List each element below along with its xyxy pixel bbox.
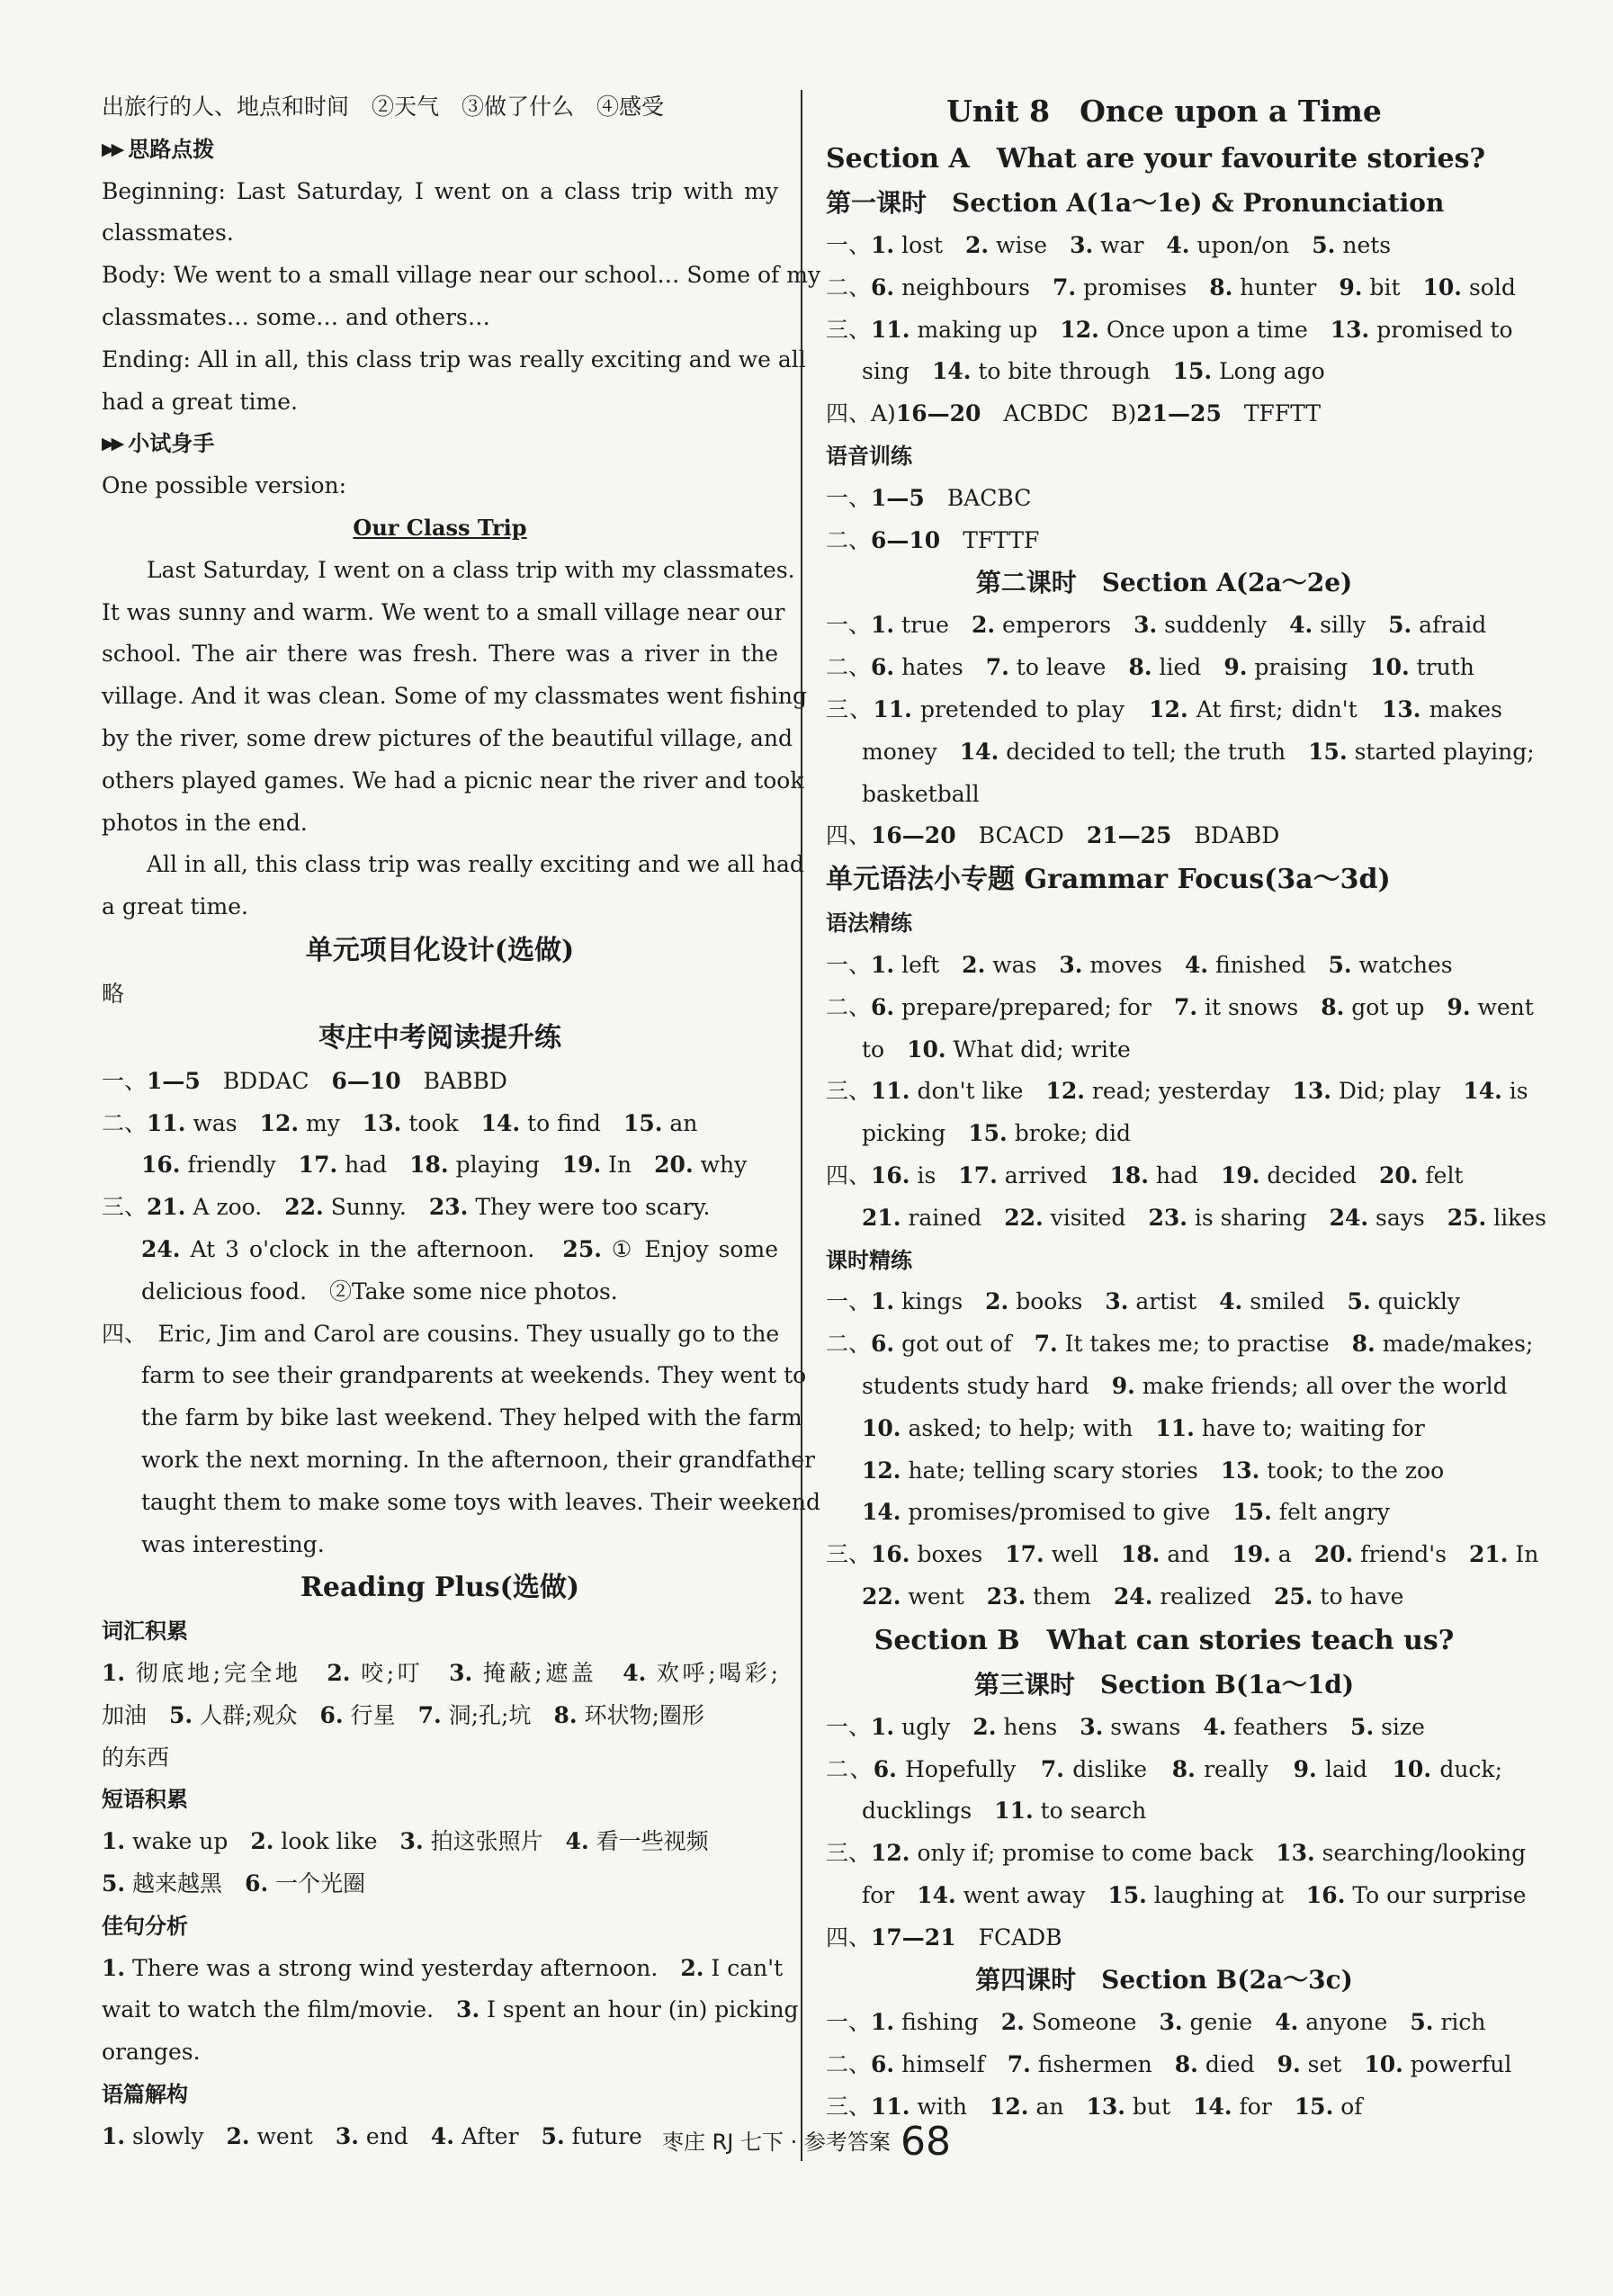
- text: work the next morning. In the afternoon, their grandfather: [141, 1446, 815, 1473]
- answer-text: 一、1. lost 2. wise 3. war 4. upon/on 5. nets: [826, 232, 1392, 258]
- answer-text: sing 14. to bite through 15. Long ago: [862, 358, 1325, 385]
- answer-line: [102, 1439, 815, 1482]
- answer-line: [102, 381, 778, 424]
- answer-line: [826, 225, 1502, 267]
- text: oranges.: [102, 2039, 201, 2066]
- answer-text: 四、16—20 BCACD 21—25 BDABD: [826, 822, 1280, 849]
- page-footer: [0, 2119, 1613, 2165]
- answer-line: [826, 774, 1502, 816]
- text: 略: [102, 980, 125, 1007]
- subsection-label: [102, 2074, 778, 2116]
- answer-line: [102, 1653, 778, 1695]
- lesson-heading: [826, 561, 1502, 605]
- text: 词汇积累: [102, 1619, 188, 1645]
- answer-text: 1. 彻底地;完全地 2. 咬;叮 3. 掩蔽;遮盖 4. 欢呼;喝彩;: [102, 1660, 779, 1687]
- answer-line: [826, 1323, 1534, 1366]
- subsection-label: [102, 1779, 778, 1821]
- section-heading: [102, 1565, 778, 1610]
- lesson-heading: [826, 1959, 1502, 2002]
- answer-line: [826, 2002, 1502, 2044]
- answer-text: 12. hate; telling scary stories 13. took; to the zoo: [862, 1457, 1445, 1484]
- answer-text: 二、6. prepare/prepared; for 7. it snows 8. got up 9. went: [826, 993, 1534, 1020]
- answer-text: students study hard 9. make friends; all over the world: [862, 1372, 1508, 1399]
- answer-text: 三、11. making up 12. Once upon a time 13. promised to: [826, 316, 1513, 343]
- answer-line: [102, 297, 778, 339]
- answer-text: 二、6. Hopefully 7. dislike 8. really 9. laid 10. duck;: [826, 1755, 1502, 1782]
- text: It was sunny and warm. We went to a small village near our: [102, 598, 785, 625]
- subsection-label: [102, 1610, 778, 1653]
- answer-text: 三、16. boxes 17. well 18. and 19. a 20. friend's 21. In: [826, 1541, 1539, 1568]
- lesson-heading: [826, 182, 1502, 225]
- answer-line: [826, 647, 1502, 689]
- answer-line: [102, 1863, 778, 1906]
- unit-title: [826, 86, 1502, 137]
- answer-text: 14. promises/promised to give 15. felt angry: [862, 1499, 1390, 1526]
- answer-line: [826, 267, 1516, 309]
- answer-line: [826, 2044, 1512, 2086]
- answer-line: [826, 1450, 1502, 1493]
- subsection-label: [826, 902, 1502, 945]
- answer-line: [826, 393, 1502, 435]
- answer-line: [102, 973, 778, 1016]
- answer-line: [102, 1397, 802, 1439]
- text: 语法精练: [826, 910, 912, 937]
- answer-line: [826, 1707, 1502, 1749]
- text: Section B What can stories teach us?: [874, 1624, 1455, 1656]
- text: was interesting.: [141, 1530, 325, 1557]
- answer-line: [826, 731, 1535, 774]
- text: 思路点拨: [128, 136, 215, 162]
- answer-line: [826, 1197, 1546, 1240]
- text: 语篇解构: [102, 2082, 188, 2108]
- text: had a great time.: [102, 388, 298, 415]
- answer-text: 二、6. hates 7. to leave 8. lied 9. praising 10. truth: [826, 654, 1474, 681]
- answer-line: [826, 1029, 1502, 1072]
- text: classmates… some… and others…: [102, 303, 490, 330]
- text: Body: We went to a small village near our school… Some of my: [102, 262, 821, 289]
- answer-text: 1. There was a strong wind yesterday afternoon. 2. I can't: [102, 1954, 784, 1981]
- footer-label: 枣庄 RJ 七下 · 参考答案: [662, 2130, 891, 2155]
- subsection-label: [102, 423, 778, 465]
- answer-line: [826, 478, 1502, 520]
- text: photos in the end.: [102, 809, 308, 836]
- answer-line: [826, 945, 1502, 987]
- answer-line: [826, 1917, 1502, 1960]
- answer-line: [102, 2031, 778, 2074]
- answer-line: [102, 1355, 807, 1397]
- answer-line: [826, 351, 1502, 393]
- answer-line: [102, 1144, 778, 1187]
- answer-text: wait to watch the film/movie. 3. I spent an hour (in) picking: [102, 1996, 799, 2023]
- answer-line: [102, 803, 778, 845]
- answer-text: 1. wake up 2. look like 3. 拍这张照片 4. 看一些视频: [102, 1828, 709, 1855]
- answer-line: [826, 1749, 1502, 1791]
- text: taught them to make some toys with leaves. Their weekend: [141, 1488, 820, 1515]
- page-number: 68: [901, 2119, 951, 2165]
- text: 第四课时 Section B(2a～3c): [975, 1965, 1353, 1996]
- answer-line: [102, 1695, 778, 1737]
- answer-text: ducklings 11. to search: [862, 1798, 1147, 1825]
- essay-title: [102, 507, 778, 550]
- text: 单元项目化设计(选做): [305, 934, 575, 966]
- section-heading: [102, 1016, 778, 1061]
- answer-line: [102, 1737, 778, 1780]
- text: Beginning: Last Saturday, I went on a class trip with my: [102, 177, 778, 204]
- text: 语音训练: [826, 443, 912, 469]
- text: the farm by bike last weekend. They helped with the farm: [141, 1404, 802, 1431]
- double-triangle-icon: ▶▶: [102, 434, 121, 454]
- text: All in all, this class trip was really exciting and we all had: [102, 851, 804, 878]
- answer-text: 21. rained 22. visited 23. is sharing 24. says 25. likes: [862, 1204, 1546, 1231]
- answer-text: 16. friendly 17. had 18. playing 19. In 20. why: [141, 1152, 748, 1179]
- answer-line: [102, 592, 785, 634]
- answer-line: [102, 465, 778, 507]
- answer-line: [102, 86, 778, 129]
- answer-line: [102, 844, 804, 886]
- answer-text: 二、11. was 12. my 13. took 14. to find 15. an: [102, 1109, 698, 1136]
- subsection-label: [102, 129, 778, 171]
- answer-line: [102, 718, 793, 760]
- answer-line: [102, 676, 808, 718]
- section-heading: [826, 1619, 1502, 1664]
- answer-text: 一、1. left 2. was 3. moves 4. finished 5. watches: [826, 951, 1453, 978]
- answer-text: 三、21. A zoo. 22. Sunny. 23. They were too scary.: [102, 1194, 711, 1221]
- text: Ending: All in all, this class trip was really exciting and we all: [102, 345, 806, 372]
- text: 的东西: [102, 1744, 170, 1771]
- answer-text: 三、11. don't like 12. read; yesterday 13. Did; play 14. is: [826, 1078, 1528, 1105]
- answer-line: [826, 309, 1513, 352]
- text: 课时精练: [826, 1247, 912, 1273]
- text: 小试身手: [128, 431, 215, 457]
- answer-line: [826, 605, 1502, 647]
- answer-text: 二、6. neighbours 7. promises 8. hunter 9. bit 10. sold: [826, 274, 1516, 300]
- text: delicious food. ②Take some nice photos.: [141, 1278, 618, 1305]
- section-heading: [826, 857, 1502, 902]
- answer-line: [102, 171, 778, 213]
- answer-text: 一、1. true 2. emperors 3. suddenly 4. silly 5. afraid: [826, 612, 1487, 639]
- answer-line: [102, 760, 804, 803]
- text: 第三课时 Section B(1a～1d): [973, 1669, 1355, 1700]
- text: One possible version:: [102, 472, 347, 499]
- answer-text: 24. At 3 o'clock in the afternoon. 25. ① Enjoy some: [141, 1235, 778, 1262]
- answer-text: 四、17—21 FCADB: [826, 1924, 1062, 1951]
- answer-line: [102, 886, 778, 928]
- answer-text: 一、1—5 BACBC: [826, 484, 1032, 511]
- text: by the river, some drew pictures of the beautiful village, and: [102, 724, 793, 751]
- subsection-label: [826, 1240, 1502, 1282]
- right-column: [826, 86, 1546, 2161]
- answer-line: [102, 1524, 778, 1566]
- answer-line: [102, 255, 821, 297]
- text: village. And it was clean. Some of my classmates went fishing: [102, 683, 808, 710]
- subsection-label: [826, 435, 1502, 478]
- answer-line: [826, 1534, 1539, 1576]
- text: Our Class Trip: [353, 514, 527, 541]
- answer-line: [826, 1875, 1527, 1917]
- text: Last Saturday, I went on a class trip with my classmates.: [102, 556, 795, 583]
- answer-line: [826, 689, 1502, 731]
- answer-line: [826, 1071, 1528, 1113]
- answer-text: 一、1. ugly 2. hens 3. swans 4. feathers 5. size: [826, 1713, 1425, 1740]
- text: 四、 Eric, Jim and Carol are cousins. They usually go to the: [102, 1320, 780, 1347]
- text: 出旅行的人、地点和时间 ②天气 ③做了什么 ④感受: [102, 94, 665, 120]
- left-column: [102, 86, 821, 2161]
- answer-text: 一、1. kings 2. books 3. artist 4. smiled 5. quickly: [826, 1288, 1460, 1315]
- text: Unit 8 Once upon a Time: [946, 94, 1382, 129]
- answer-line: [826, 1576, 1502, 1619]
- answer-text: 加油 5. 人群;观众 6. 行星 7. 洞;孔;坑 8. 环状物;圈形: [102, 1701, 704, 1728]
- answer-text: to 10. What did; write: [862, 1036, 1131, 1063]
- answer-text: 一、1. fishing 2. Someone 3. genie 4. anyone 5. rich: [826, 2009, 1486, 2036]
- section-heading: [102, 928, 778, 973]
- answer-text: 四、A)16—20 ACBDC B)21—25 TFFTT: [826, 400, 1322, 427]
- answer-line: [102, 1229, 778, 1271]
- answer-line: [102, 212, 778, 255]
- answer-line: [102, 633, 778, 676]
- double-triangle-icon: ▶▶: [102, 139, 121, 159]
- column-divider: [801, 90, 802, 2161]
- answer-line: [826, 1408, 1502, 1450]
- answer-line: [826, 1790, 1502, 1833]
- answer-line: [102, 1314, 778, 1356]
- text: 佳句分析: [102, 1913, 188, 1939]
- answer-line: [102, 339, 806, 381]
- text: 第一课时 Section A(1a～1e) & Pronunciation: [826, 188, 1445, 218]
- answer-text: 三、11. pretended to play 12. At first; didn't 13. makes: [826, 695, 1502, 722]
- answer-line: [102, 1948, 784, 1990]
- answer-line: [826, 1366, 1508, 1408]
- answer-text: for 14. went away 15. laughing at 16. To our surprise: [862, 1881, 1527, 1908]
- answer-line: [102, 1821, 778, 1863]
- text: 单元语法小专题 Grammar Focus(3a～3d): [826, 864, 1391, 896]
- subsection-label: [102, 1906, 778, 1948]
- text: 第二课时 Section A(2a～2e): [975, 568, 1353, 598]
- text: Section A What are your favourite stories?: [826, 143, 1486, 175]
- text: Reading Plus(选做): [300, 1572, 580, 1604]
- answer-line: [826, 1281, 1502, 1323]
- answer-text: 二、6. himself 7. fishermen 8. died 9. set 10. powerful: [826, 2051, 1512, 2078]
- text: others played games. We had a picnic near the river and took: [102, 767, 804, 794]
- text: 枣庄中考阅读提升练: [318, 1021, 561, 1054]
- answer-line: [102, 1103, 778, 1145]
- answer-text: 一、1—5 BDDAC 6—10 BABBD: [102, 1067, 507, 1094]
- text: a great time.: [102, 893, 248, 920]
- answer-line: [826, 1833, 1527, 1875]
- answer-line: [826, 815, 1502, 857]
- answer-text: 三、11. with 12. an 13. but 14. for 15. of: [826, 2094, 1363, 2121]
- answer-text: 二、6. got out of 7. It takes me; to practise 8. made/makes;: [826, 1331, 1534, 1358]
- answer-text: picking 15. broke; did: [862, 1120, 1132, 1147]
- answer-text: 三、12. only if; promise to come back 13. searching/looking: [826, 1840, 1527, 1867]
- answer-text: 四、16. is 17. arrived 18. had 19. decided 20. felt: [826, 1161, 1464, 1188]
- answer-line: [826, 1113, 1502, 1155]
- lesson-heading: [826, 1664, 1502, 1707]
- answer-text: 二、6—10 TFTTF: [826, 526, 1040, 553]
- text: 短语积累: [102, 1787, 188, 1813]
- text: farm to see their grandparents at weekends. They went to: [141, 1362, 807, 1389]
- answer-text: money 14. decided to tell; the truth 15. started playing;: [862, 738, 1535, 765]
- answer-line: [826, 987, 1534, 1029]
- answer-text: 5. 越来越黑 6. 一个光圈: [102, 1870, 366, 1897]
- text: school. The air there was fresh. There was a river in the: [102, 641, 778, 668]
- text: classmates.: [102, 220, 234, 247]
- answer-line: [102, 1061, 778, 1103]
- answer-line: [102, 1271, 778, 1314]
- answer-text: 10. asked; to help; with 11. have to; waiting for: [862, 1414, 1425, 1441]
- answer-line: [826, 1492, 1502, 1534]
- answer-line: [102, 1187, 778, 1229]
- section-heading: [826, 137, 1502, 182]
- text: basketball: [862, 780, 980, 807]
- answer-line: [102, 1482, 820, 1524]
- answer-line: [826, 520, 1502, 562]
- answer-line: [826, 1155, 1502, 1197]
- answer-text: 1. slowly 2. went 3. end 4. After 5. future: [102, 2122, 642, 2149]
- answer-text: 22. went 23. them 24. realized 25. to have: [862, 1583, 1404, 1610]
- answer-line: [102, 1989, 799, 2031]
- answer-line: [102, 550, 795, 592]
